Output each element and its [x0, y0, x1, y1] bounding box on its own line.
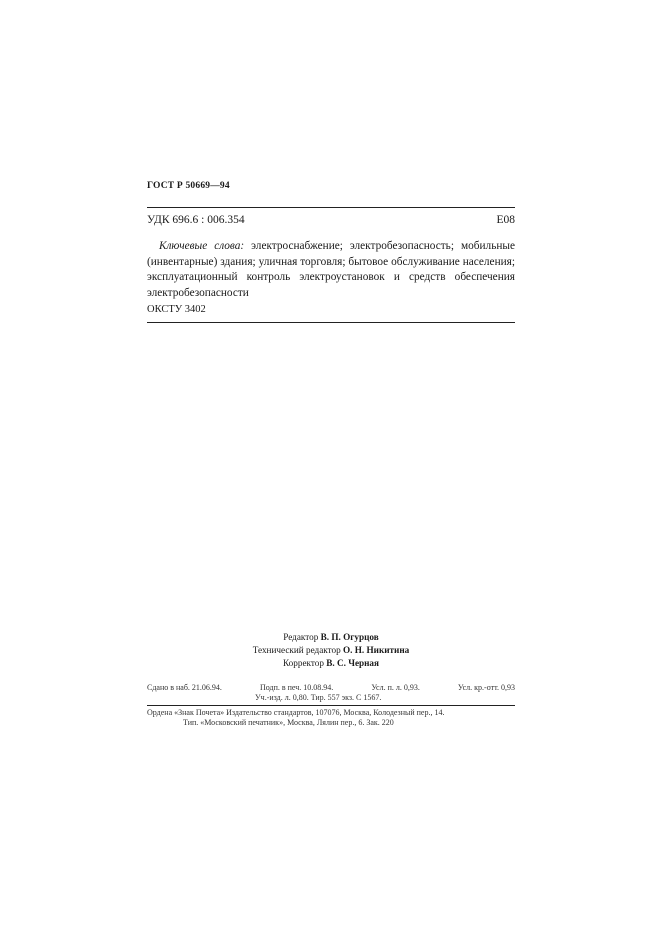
keywords-text: электроснабжение; электробезопасность; мобильные (инвентарные) здания; уличная торговля; бытовое обслуживание населения; эксплуатационный контроль электроустановок и средств обеспечения электробезопасности [147, 240, 515, 299]
printing-block [147, 708, 515, 728]
gost-number: ГОСТ Р 50669—94 [147, 181, 230, 191]
imprint-divider [147, 705, 515, 706]
imprint-color-prints: Усл. кр.-отт. 0,93 [457, 683, 515, 692]
editors-block [147, 631, 515, 670]
imprint-signed-date: Подп. в печ. 10.08.94. [259, 683, 334, 692]
tech-editor-role: Технический редактор [252, 645, 341, 655]
imprint-sent-date: Сдано в наб. 21.06.94. [147, 683, 222, 692]
keywords-label: Ключевые слова: [159, 240, 245, 252]
imprint-line-1 [147, 683, 515, 693]
publisher-line: Ордена «Знак Почета» Издательство стандартов, 107076, Москва, Колодезный пер., 14. [147, 708, 445, 717]
corrector-name: В. С. Черная [326, 658, 379, 668]
tech-editor-line [147, 644, 515, 657]
group-code: Е08 [496, 214, 515, 226]
imprint-block [147, 683, 515, 703]
editor-line [147, 631, 515, 644]
udk-code: УДК 696.6 : 006.354 [147, 214, 245, 226]
printer-line: Тип. «Московский печатник», Москва, Лялин пер., 6. Зак. 220 [183, 718, 394, 727]
bottom-divider [147, 322, 515, 323]
keywords-block [147, 239, 515, 301]
imprint-print-sheets: Усл. п. л. 0,93. [371, 683, 420, 692]
okstu-code: ОКСТУ 3402 [147, 304, 206, 315]
editor-name: В. П. Огурцов [320, 632, 379, 642]
editor-role: Редактор [283, 632, 319, 642]
corrector-line [147, 657, 515, 670]
top-divider [147, 207, 515, 208]
classification-row [147, 214, 515, 226]
tech-editor-name: О. Н. Никитина [343, 645, 410, 655]
corrector-role: Корректор [283, 658, 324, 668]
imprint-line-2: Уч.-изд. л. 0,80. Тир. 557 экз. С 1567. [255, 693, 382, 702]
